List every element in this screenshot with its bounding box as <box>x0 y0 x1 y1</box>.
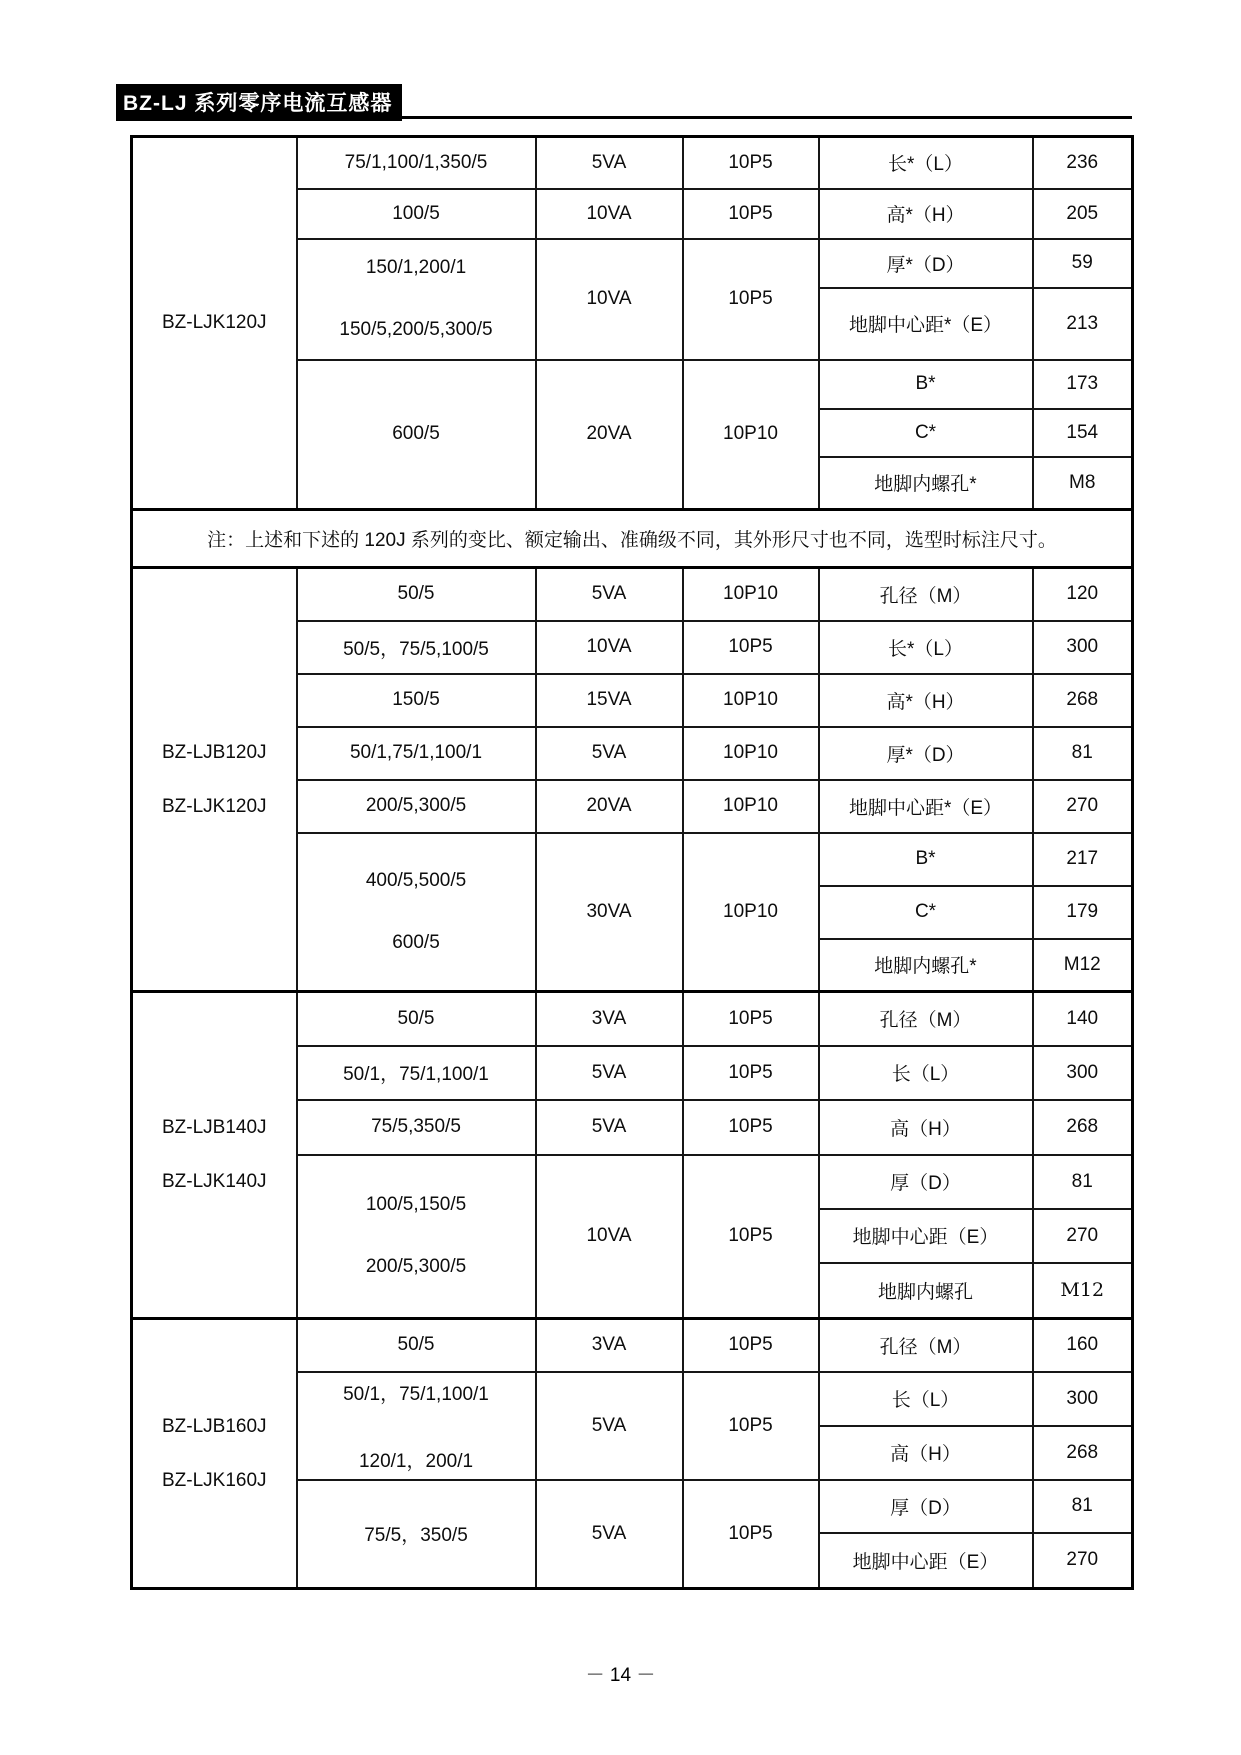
rated-output-cell: 20VA <box>536 780 683 833</box>
dimension-label-cell: 孔径（M） <box>819 568 1033 621</box>
accuracy-class-cell: 10P5 <box>683 189 819 239</box>
dimension-value-cell: M8 <box>1033 457 1133 510</box>
dimension-label-cell: 厚（D） <box>819 1480 1033 1533</box>
dimension-label-cell: 地脚中心距（E） <box>819 1533 1033 1589</box>
dimension-value-cell: 270 <box>1033 780 1133 833</box>
rated-output-cell: 20VA <box>536 360 683 510</box>
spec-table <box>130 135 1134 1590</box>
ratio-cell: 75/5，350/5 <box>297 1480 536 1589</box>
model-name: BZ-LJK160J <box>161 1469 267 1491</box>
ratio-line: 600/5 <box>392 931 440 953</box>
dimension-label-cell: 厚（D） <box>819 1155 1033 1209</box>
dimension-value-cell: 81 <box>1033 727 1133 780</box>
dimension-value-cell: 173 <box>1033 360 1133 409</box>
dimension-label-cell: B* <box>819 833 1033 886</box>
dimension-value-cell: 268 <box>1033 674 1133 727</box>
dimension-value-cell: 236 <box>1033 137 1133 189</box>
ratio-line: 200/5,300/5 <box>365 1256 467 1278</box>
ratio-cell <box>297 1372 536 1480</box>
note-row: 注：上述和下述的 120J 系列的变比、额定输出、准确级不同，其外形尺寸也不同，选型时标注尺寸。 <box>132 510 1133 568</box>
dimension-label-cell: 高（H） <box>819 1100 1033 1155</box>
accuracy-class-cell: 10P5 <box>683 1155 819 1319</box>
dimension-value-cell: 270 <box>1033 1533 1133 1589</box>
dimension-value-cell: M12 <box>1033 939 1133 992</box>
accuracy-class-cell: 10P5 <box>683 1480 819 1589</box>
accuracy-class-cell: 10P5 <box>683 1100 819 1155</box>
rated-output-cell: 10VA <box>536 239 683 360</box>
accuracy-class-cell: 10P5 <box>683 239 819 360</box>
accuracy-class-cell: 10P5 <box>683 992 819 1046</box>
ratio-cell: 75/1,100/1,350/5 <box>297 137 536 189</box>
rated-output-cell: 5VA <box>536 1100 683 1155</box>
dimension-label-cell: 长（L） <box>819 1046 1033 1100</box>
accuracy-class-cell: 10P10 <box>683 780 819 833</box>
ratio-line: 400/5,500/5 <box>365 869 467 891</box>
rated-output-cell: 5VA <box>536 1046 683 1100</box>
dimension-label-cell: 地脚中心距（E） <box>819 1209 1033 1263</box>
dimension-value-cell: 160 <box>1033 1319 1133 1372</box>
rated-output-cell: 5VA <box>536 568 683 621</box>
model-name: BZ-LJK120J <box>161 795 267 817</box>
rated-output-cell: 5VA <box>536 727 683 780</box>
dimension-label-cell: 地脚内螺孔 <box>819 1263 1033 1319</box>
ratio-cell: 200/5,300/5 <box>297 780 536 833</box>
rated-output-cell: 5VA <box>536 137 683 189</box>
dimension-label-cell: 孔径（M） <box>819 992 1033 1046</box>
rated-output-cell: 3VA <box>536 1319 683 1372</box>
rated-output-cell: 5VA <box>536 1480 683 1589</box>
ratio-cell: 50/1,75/1,100/1 <box>297 727 536 780</box>
accuracy-class-cell: 10P10 <box>683 727 819 780</box>
dimension-label-cell: 厚*（D） <box>819 727 1033 780</box>
dimension-value-cell: 300 <box>1033 621 1133 674</box>
dimension-label-cell: 地脚中心距*（E） <box>819 780 1033 833</box>
page-number: － 14 － <box>585 1665 656 1686</box>
dimension-value-cell: 179 <box>1033 886 1133 939</box>
dimension-value-cell: 154 <box>1033 409 1133 457</box>
dimension-label-cell: B* <box>819 360 1033 409</box>
accuracy-class-cell: 10P5 <box>683 621 819 674</box>
dimension-label-cell: 地脚内螺孔* <box>819 457 1033 510</box>
dimension-value-cell: 268 <box>1033 1426 1133 1480</box>
ratio-cell: 50/1，75/1,100/1 <box>297 1046 536 1100</box>
dimension-label-cell: C* <box>819 409 1033 457</box>
rated-output-cell: 30VA <box>536 833 683 992</box>
dimension-label-cell: C* <box>819 886 1033 939</box>
ratio-cell <box>297 1155 536 1319</box>
ratio-cell <box>297 833 536 992</box>
rated-output-cell: 10VA <box>536 621 683 674</box>
ratio-cell: 75/5,350/5 <box>297 1100 536 1155</box>
model-cell <box>132 1319 297 1589</box>
ratio-line: 120/1，200/1 <box>358 1450 474 1472</box>
dimension-label-cell: 长（L） <box>819 1372 1033 1426</box>
ratio-cell: 50/5 <box>297 568 536 621</box>
model-cell <box>132 568 297 992</box>
ratio-line: 50/1，75/1,100/1 <box>343 1383 489 1405</box>
dimension-label-cell: 厚*（D） <box>819 239 1033 288</box>
dimension-value-cell: 81 <box>1033 1155 1133 1209</box>
model-name: BZ-LJB120J <box>161 741 267 763</box>
header-divider <box>116 116 1132 119</box>
model-name: BZ-LJB160J <box>161 1415 267 1437</box>
dimension-value-cell: 270 <box>1033 1209 1133 1263</box>
dimension-label-cell: 地脚中心距*（E） <box>819 288 1033 360</box>
accuracy-class-cell: 10P5 <box>683 1372 819 1480</box>
ratio-cell: 150/5 <box>297 674 536 727</box>
ratio-line: 150/1,200/1 <box>365 257 467 278</box>
ratio-cell: 100/5 <box>297 189 536 239</box>
ratio-line: 150/5,200/5,300/5 <box>339 319 493 340</box>
dimension-value-cell: 120 <box>1033 568 1133 621</box>
model-cell: BZ-LJK120J <box>132 137 297 510</box>
dimension-value-cell: 205 <box>1033 189 1133 239</box>
accuracy-class-cell: 10P10 <box>683 833 819 992</box>
model-name: BZ-LJB140J <box>161 1117 267 1138</box>
rated-output-cell: 10VA <box>536 189 683 239</box>
accuracy-class-cell: 10P5 <box>683 1319 819 1372</box>
dimension-label-cell: 长*（L） <box>819 621 1033 674</box>
model-name: BZ-LJK140J <box>161 1171 267 1192</box>
accuracy-class-cell: 10P10 <box>683 568 819 621</box>
dimension-value-cell: 140 <box>1033 992 1133 1046</box>
dimension-label-cell: 高*（H） <box>819 189 1033 239</box>
accuracy-class-cell: 10P5 <box>683 137 819 189</box>
rated-output-cell: 15VA <box>536 674 683 727</box>
rated-output-cell: 5VA <box>536 1372 683 1480</box>
ratio-line: 100/5,150/5 <box>365 1194 467 1216</box>
dimension-label-cell: 孔径（M） <box>819 1319 1033 1372</box>
dimension-value-cell: 81 <box>1033 1480 1133 1533</box>
dimension-label-cell: 地脚内螺孔* <box>819 939 1033 992</box>
accuracy-class-cell: 10P5 <box>683 1046 819 1100</box>
dimension-value-cell: 59 <box>1033 239 1133 288</box>
dimension-label-cell: 高（H） <box>819 1426 1033 1480</box>
rated-output-cell: 10VA <box>536 1155 683 1319</box>
rated-output-cell: 3VA <box>536 992 683 1046</box>
dimension-label-cell: 长*（L） <box>819 137 1033 189</box>
ratio-cell: 50/5 <box>297 992 536 1046</box>
ratio-cell: 600/5 <box>297 360 536 510</box>
ratio-cell: 50/5，75/5,100/5 <box>297 621 536 674</box>
page-title: BZ-LJ 系列零序电流互感器 <box>116 84 402 121</box>
dimension-value-cell: 268 <box>1033 1100 1133 1155</box>
dimension-value-cell: 300 <box>1033 1046 1133 1100</box>
dimension-value-cell: M12 <box>1033 1263 1133 1319</box>
dimension-value-cell: 300 <box>1033 1372 1133 1426</box>
ratio-cell: 50/5 <box>297 1319 536 1372</box>
accuracy-class-cell: 10P10 <box>683 360 819 510</box>
model-cell <box>132 992 297 1319</box>
dimension-value-cell: 213 <box>1033 288 1133 360</box>
ratio-cell <box>297 239 536 360</box>
accuracy-class-cell: 10P10 <box>683 674 819 727</box>
dimension-value-cell: 217 <box>1033 833 1133 886</box>
dimension-label-cell: 高*（H） <box>819 674 1033 727</box>
